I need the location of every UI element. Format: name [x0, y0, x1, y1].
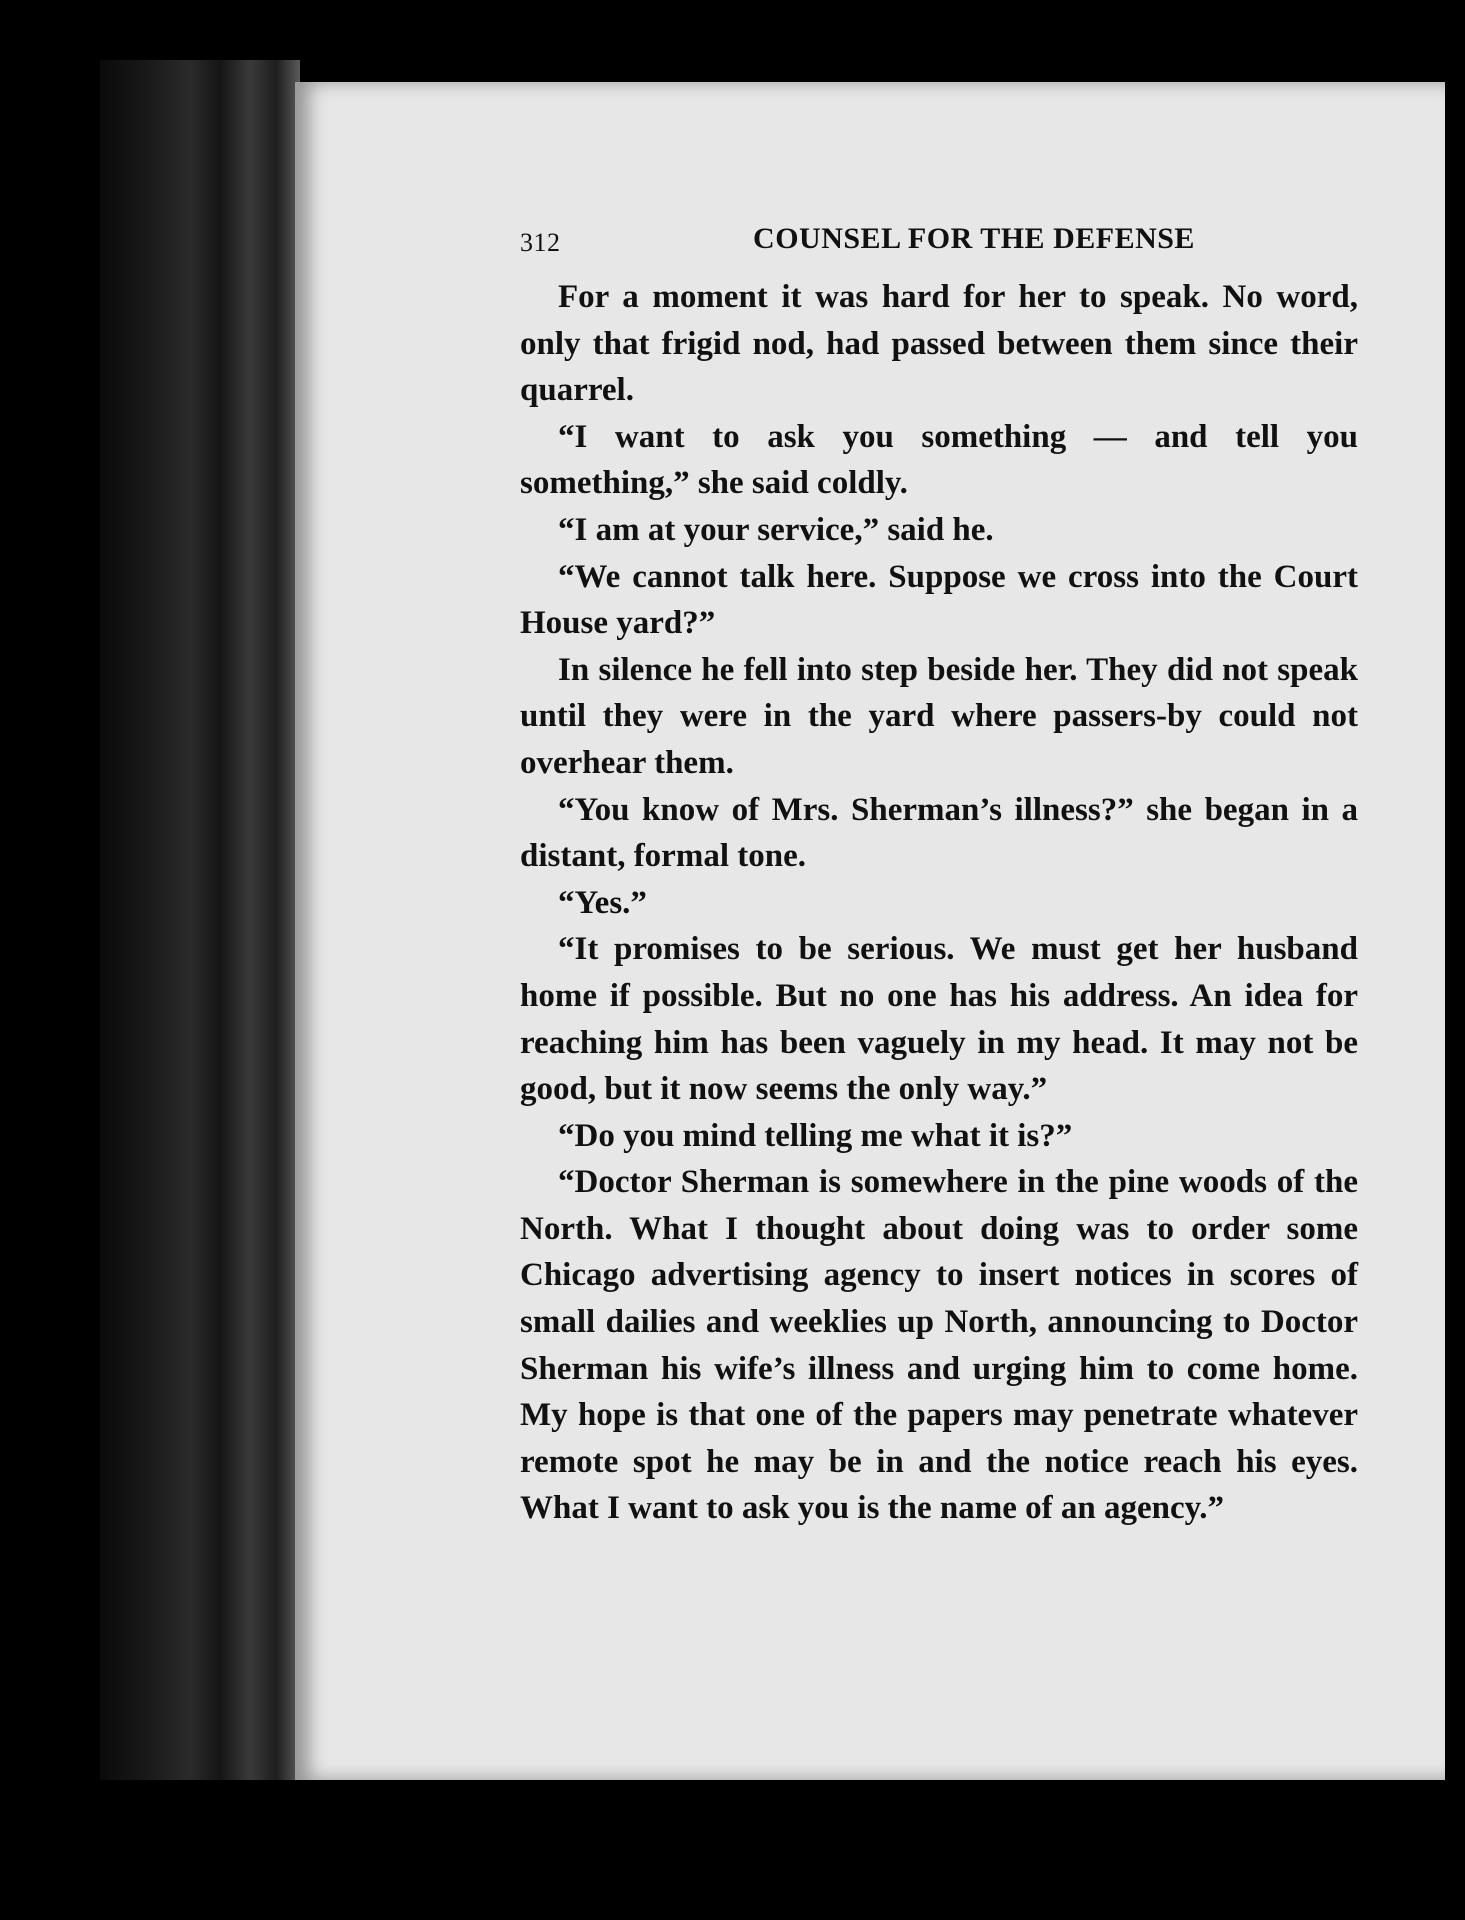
running-head [520, 222, 1358, 274]
paragraph: “Doctor Sherman is somewhere in the pine woods of the North. What I thought about doing was to order some Chicago advertising agency to insert notices in scores of small dailies and weeklies up North, announcing to Doctor Sherman his wife’s illness and urging him to come home. My hope is that one of the papers may penetrate whatever remote spot he may be in and the notice reach his eyes. What I want to ask you is the name of an agency.” [520, 1164, 1358, 1527]
running-title: COUNSEL FOR THE DEFENSE [753, 222, 1195, 255]
body-text [520, 274, 1358, 1532]
paragraph: For a moment it was hard for her to speak. No word, only that frigid nod, had passed between them since their quarrel. [520, 279, 1358, 409]
paragraph: “I want to ask you something — and tell you something,” she said coldly. [520, 418, 1358, 502]
page-content [520, 222, 1358, 1532]
paragraph: In silence he fell into step beside her. They did not speak until they were in the yard where passers-by could not overhear them. [520, 651, 1358, 781]
paragraph: “You know of Mrs. Sherman’s illness?” she began in a distant, formal tone. [520, 791, 1358, 875]
book-spine-edge [100, 60, 300, 1780]
book-page [295, 82, 1445, 1780]
paragraph: “Yes.” [558, 884, 647, 921]
paragraph: “Do you mind telling me what it is?” [558, 1117, 1073, 1154]
page-number: 312 [520, 228, 561, 257]
paragraph: “We cannot talk here. Suppose we cross into the Court House yard?” [520, 558, 1358, 642]
paragraph: “I am at your service,” said he. [558, 511, 994, 548]
paragraph: “It promises to be serious. We must get her husband home if possible. But no one has his address. An idea for reaching him has been vaguely in my head. It may not be good, but it now seems the only way.” [520, 931, 1358, 1108]
